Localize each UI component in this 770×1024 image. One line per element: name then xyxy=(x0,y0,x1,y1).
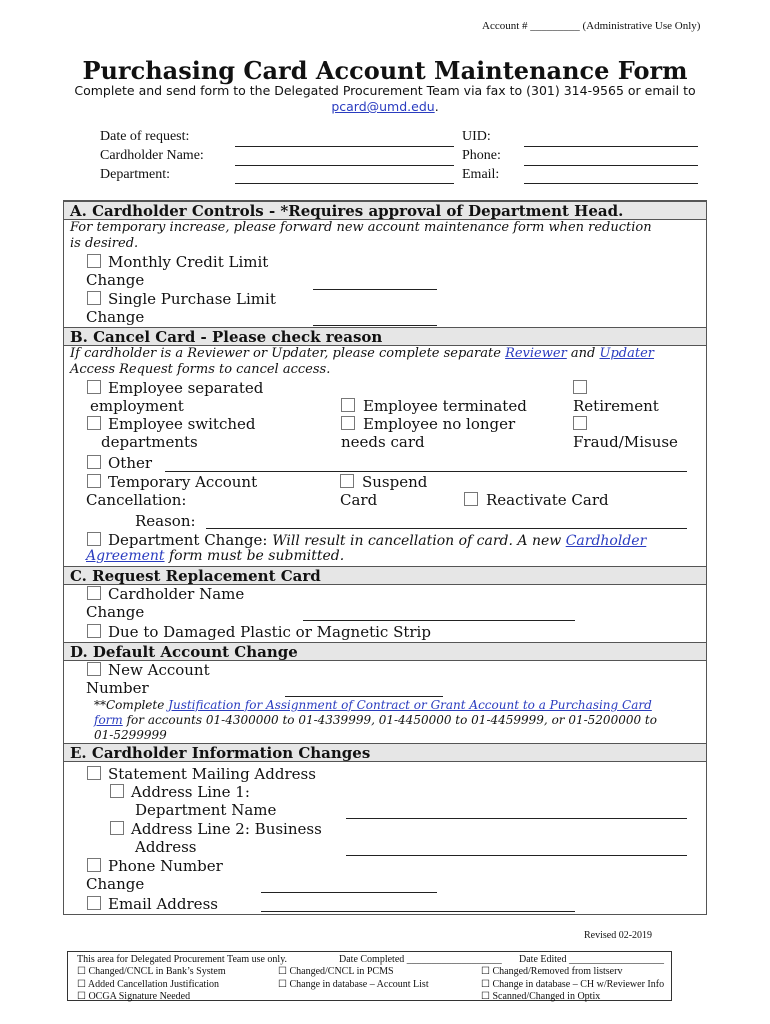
phone-change-input[interactable] xyxy=(261,892,437,893)
employee-separated-checkbox[interactable] xyxy=(87,380,101,394)
phone-change-label: Phone Number xyxy=(108,857,223,875)
retirement-label: Retirement xyxy=(573,397,659,415)
temporary-cancellation-checkbox[interactable] xyxy=(87,474,101,488)
address-line-1-label: Address Line 1: xyxy=(131,783,250,801)
address-line-1-label-2: Department Name xyxy=(135,801,277,819)
email-change-checkbox[interactable] xyxy=(87,896,101,910)
email-link[interactable]: pcard@umd.edu xyxy=(331,99,435,114)
monthly-credit-limit-checkbox[interactable] xyxy=(87,254,101,268)
employee-no-longer-checkbox[interactable] xyxy=(341,416,355,430)
other-label: Other xyxy=(108,454,153,472)
section-e-header: E. Cardholder Information Changes xyxy=(64,743,706,762)
email-change-label: Email Address xyxy=(108,895,218,913)
email-input[interactable] xyxy=(524,183,698,184)
reviewer-link[interactable]: Reviewer xyxy=(505,346,567,361)
address-line-2-label: Address Line 2: Business xyxy=(131,820,322,838)
section-a-note-2: is desired. xyxy=(70,236,139,251)
department-change-note: Will result in cancellation of card. A new xyxy=(272,533,566,549)
cardholder-agreement-link-2[interactable]: Agreement xyxy=(86,548,165,564)
statement-mailing-label: Statement Mailing Address xyxy=(108,765,316,783)
date-completed: Date Completed ___________________ xyxy=(339,954,502,965)
date-input[interactable] xyxy=(235,146,454,147)
address-line-2-label-2: Address xyxy=(135,838,197,856)
cardholder-name-change-label: Cardholder Name xyxy=(108,585,245,603)
reactivate-card-label: Reactivate Card xyxy=(486,491,609,509)
suspend-card-checkbox[interactable] xyxy=(340,474,354,488)
single-purchase-limit-input[interactable] xyxy=(313,325,437,326)
temporary-cancellation-label-2: Cancellation: xyxy=(86,491,187,509)
justification-note-tail: for accounts 01-4300000 to 01-4339999, 01-4450000 to 01-4459999, or 01-5200000 to xyxy=(122,713,657,727)
address-line-2-checkbox[interactable] xyxy=(110,821,124,835)
department-change-checkbox[interactable] xyxy=(87,532,101,546)
new-account-number-label-2: Number xyxy=(86,679,149,697)
other-input[interactable] xyxy=(165,471,687,472)
cardholder-name-change-checkbox[interactable] xyxy=(87,586,101,600)
section-b-and: and xyxy=(566,346,600,361)
subtitle-period: . xyxy=(434,99,439,114)
employee-no-longer-label: Employee no longer xyxy=(363,415,516,433)
date-edited: Date Edited ___________________ xyxy=(519,954,664,965)
updater-link[interactable]: Updater xyxy=(599,346,654,361)
section-b-header: B. Cancel Card - Please check reason xyxy=(64,327,706,346)
department-change-label: Department Change: xyxy=(108,531,273,549)
date-label: Date of request: xyxy=(100,129,190,144)
reason-input[interactable] xyxy=(206,528,687,529)
monthly-credit-limit-label: Monthly Credit Limit xyxy=(108,253,269,271)
section-a-note: For temporary increase, please forward new account maintenance form when reduction xyxy=(70,220,652,235)
admin-use-intro: This area for Delegated Procurement Team use only. xyxy=(77,954,288,965)
damaged-plastic-label: Due to Damaged Plastic or Magnetic Strip xyxy=(108,623,431,641)
department-change-tail: form must be submitted. xyxy=(164,548,345,564)
suspend-card-label-2: Card xyxy=(340,491,378,509)
employee-no-longer-label-2: needs card xyxy=(341,433,425,451)
admin-check-ocga[interactable]: ☐ OCGA Signature Needed xyxy=(77,991,191,1002)
section-d-header: D. Default Account Change xyxy=(64,642,706,661)
admin-check-reviewer-info[interactable]: ☐ Change in database – CH w/Reviewer Info xyxy=(481,979,665,990)
justification-note-end: 01-5299999 xyxy=(94,728,167,742)
email-label: Email: xyxy=(462,167,500,182)
fraud-misuse-checkbox[interactable] xyxy=(573,416,587,430)
temporary-cancellation-label: Temporary Account xyxy=(108,473,258,491)
section-a-header: A. Cardholder Controls - *Requires approval of Department Head. xyxy=(64,201,706,220)
email-change-input[interactable] xyxy=(261,911,575,912)
cardholder-name-change-label-2: Change xyxy=(86,603,145,621)
cardholder-name-label: Cardholder Name: xyxy=(100,148,204,163)
reactivate-card-checkbox[interactable] xyxy=(464,492,478,506)
admin-check-bank[interactable]: ☐ Changed/CNCL in Bank’s System xyxy=(77,966,226,977)
justification-link-2[interactable]: form xyxy=(94,713,123,727)
cardholder-name-change-input[interactable] xyxy=(303,620,575,621)
department-input[interactable] xyxy=(235,183,454,184)
suspend-card-label: Suspend xyxy=(362,473,428,491)
admin-check-account-list[interactable]: ☐ Change in database – Account List xyxy=(278,979,429,990)
phone-change-checkbox[interactable] xyxy=(87,858,101,872)
section-c-header: C. Request Replacement Card xyxy=(64,566,706,585)
page-title: Purchasing Card Account Maintenance Form xyxy=(82,56,688,85)
cardholder-agreement-link[interactable]: Cardholder xyxy=(565,533,647,549)
monthly-credit-limit-input[interactable] xyxy=(313,289,437,290)
address-line-1-input[interactable] xyxy=(346,818,687,819)
employee-separated-label: Employee separated xyxy=(108,379,264,397)
uid-label: UID: xyxy=(462,129,491,144)
employee-switched-label: Employee switched xyxy=(108,415,256,433)
employee-terminated-checkbox[interactable] xyxy=(341,398,355,412)
section-b-note-2: Access Request forms to cancel access. xyxy=(70,362,331,377)
statement-mailing-checkbox[interactable] xyxy=(87,766,101,780)
admin-check-cancellation[interactable]: ☐ Added Cancellation Justification xyxy=(77,979,219,990)
new-account-number-input[interactable] xyxy=(285,696,443,697)
admin-check-listserv[interactable]: ☐ Changed/Removed from listserv xyxy=(481,966,623,977)
phone-change-label-2: Change xyxy=(86,875,145,893)
employee-terminated-label: Employee terminated xyxy=(363,397,527,415)
employee-separated-label-2: employment xyxy=(90,397,184,415)
single-purchase-limit-checkbox[interactable] xyxy=(87,291,101,305)
address-line-1-checkbox[interactable] xyxy=(110,784,124,798)
phone-label: Phone: xyxy=(462,148,501,163)
new-account-number-checkbox[interactable] xyxy=(87,662,101,676)
justification-note: **Complete xyxy=(94,698,169,712)
department-label: Department: xyxy=(100,167,170,182)
monthly-credit-limit-label-2: Change xyxy=(86,271,145,289)
retirement-checkbox[interactable] xyxy=(573,380,587,394)
damaged-plastic-checkbox[interactable] xyxy=(87,624,101,638)
address-line-2-input[interactable] xyxy=(346,855,687,856)
uid-input[interactable] xyxy=(524,146,698,147)
reason-label: Reason: xyxy=(135,512,196,530)
admin-check-pcms[interactable]: ☐ Changed/CNCL in PCMS xyxy=(278,966,394,977)
employee-switched-label-2: departments xyxy=(101,433,198,451)
single-purchase-limit-label-2: Change xyxy=(86,308,145,326)
other-checkbox[interactable] xyxy=(87,455,101,469)
phone-input[interactable] xyxy=(524,165,698,166)
fraud-misuse-label: Fraud/Misuse xyxy=(573,433,678,451)
admin-account-note: Account # _________ (Administrative Use Only) xyxy=(482,20,701,32)
justification-link[interactable]: Justification for Assignment of Contract or Grant Account to a Purchasing Card xyxy=(168,698,652,712)
section-b-note: If cardholder is a Reviewer or Updater, please complete separate xyxy=(70,346,506,361)
subtitle: Complete and send form to the Delegated Procurement Team via fax to (301) 314-9565 or email to xyxy=(74,83,696,98)
admin-check-optix[interactable]: ☐ Scanned/Changed in Optix xyxy=(481,991,601,1002)
new-account-number-label: New Account xyxy=(108,661,210,679)
revised-date: Revised 02-2019 xyxy=(584,930,653,941)
employee-switched-checkbox[interactable] xyxy=(87,416,101,430)
cardholder-name-input[interactable] xyxy=(235,165,454,166)
single-purchase-limit-label: Single Purchase Limit xyxy=(108,290,276,308)
